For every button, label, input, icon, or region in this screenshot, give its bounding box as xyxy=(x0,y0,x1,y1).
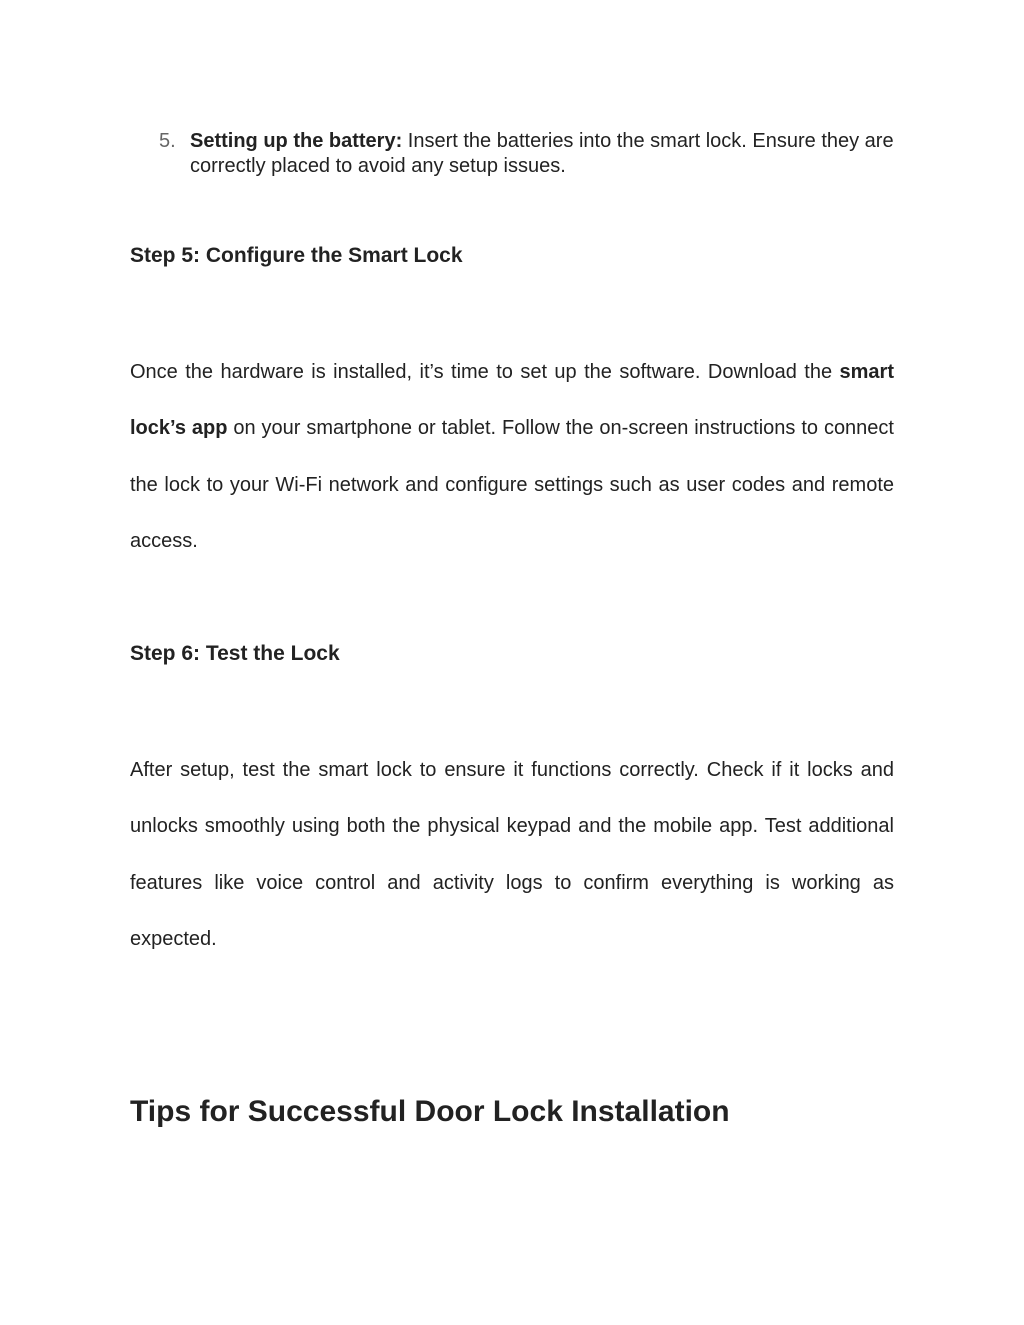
step5-paragraph xyxy=(130,344,894,569)
step5-para-rest: on your smartphone or tablet. Follow the on-screen instructions to connect the lock to your Wi-Fi network and configure settings such as user codes and remote access. xyxy=(130,417,894,552)
step5-heading: Step 5: Configure the Smart Lock xyxy=(130,244,463,267)
step6-heading: Step 6: Test the Lock xyxy=(130,642,340,665)
step6-paragraph: After setup, test the smart lock to ensure it functions correctly. Check if it locks and unlocks smoothly using both the physical keypad and the mobile app. Test additional features like voice control and activity logs to confirm everything is working as expected. xyxy=(130,759,894,950)
list-item-bold-lead: Setting up the battery: xyxy=(190,130,403,152)
step5-para-bold: smart lock’s app xyxy=(130,361,894,440)
list-item-text xyxy=(190,129,895,179)
step5-para-intro: Once the hardware is installed, it’s time to set up the software. Download the xyxy=(130,361,840,383)
tips-heading: Tips for Successful Door Lock Installation xyxy=(130,1095,730,1128)
list-item-body: Insert the batteries into the smart lock. Ensure they are correctly placed to avoid any setup issues. xyxy=(190,130,894,177)
list-number: 5. xyxy=(159,130,176,152)
